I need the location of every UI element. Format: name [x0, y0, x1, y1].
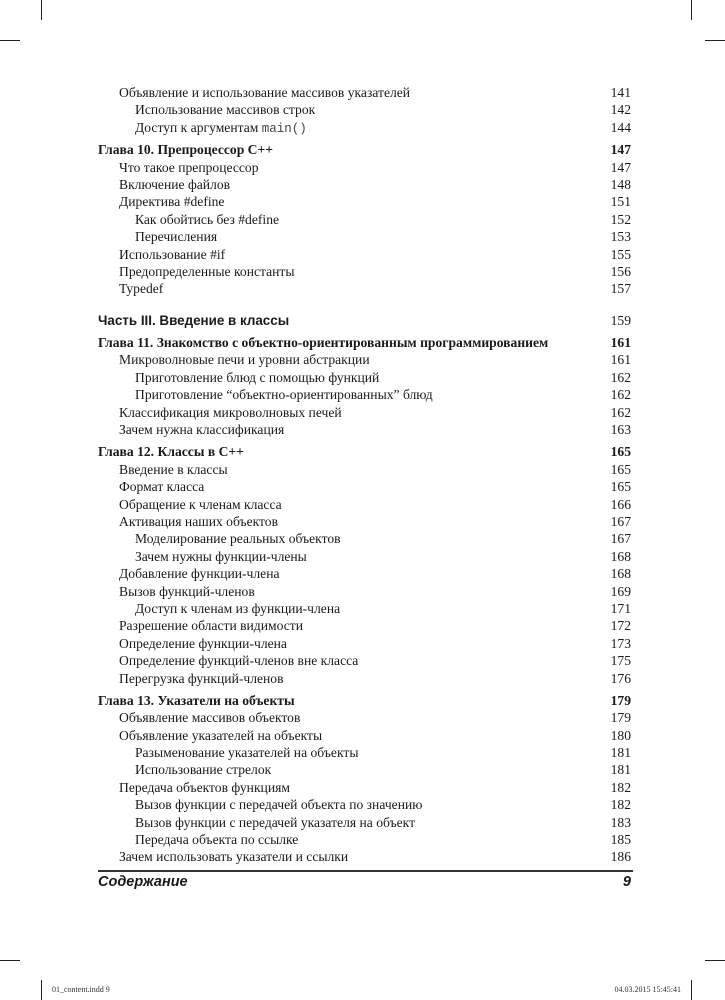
toc-entry-title-text: Приготовление “объектно-ориентированных” блюд: [135, 387, 433, 403]
toc-entry-title: [119, 727, 322, 744]
toc-part[interactable]: [98, 312, 631, 329]
toc-entry-title: [119, 461, 228, 478]
toc-entry[interactable]: [98, 119, 631, 136]
toc-entry-page: 165: [610, 461, 631, 477]
toc-entry-page: 176: [610, 670, 631, 686]
toc-entry-title-text: Обращение к членам класса: [119, 496, 282, 512]
toc-entry-page: 180: [610, 727, 631, 743]
toc-entry-title: [119, 351, 370, 368]
toc-entry-page: 185: [610, 832, 631, 848]
toc-entry-title-text: Микроволновые печи и уровни абстракции: [119, 352, 370, 368]
toc-entry-title-text: Глава 12. Классы в C++: [98, 444, 244, 460]
toc-entry[interactable]: [98, 228, 631, 245]
toc-entry-page: 155: [610, 246, 631, 262]
toc-entry-title-text: Передача объекта по ссылке: [135, 832, 299, 848]
toc-entry-title-text: Доступ к аргументам: [135, 119, 262, 135]
toc-entry-title-text: Моделирование реальных объектов: [135, 531, 341, 547]
toc-entry-title: [119, 670, 284, 687]
toc-entry-page: 186: [610, 849, 631, 865]
toc-entry-title-text: Объявление указателей на объекты: [119, 727, 323, 743]
toc-entry-title: [135, 744, 358, 761]
crop-mark-top-right: [691, 0, 692, 20]
toc-entry[interactable]: [98, 386, 631, 403]
toc-entry[interactable]: [98, 744, 631, 761]
toc-entry-title: [98, 443, 244, 460]
toc-entry[interactable]: [98, 670, 631, 687]
toc-entry-title-text: Разрешение области видимости: [119, 618, 303, 634]
toc-entry-title: [98, 312, 289, 329]
crop-mark-right-top: [705, 40, 725, 41]
crop-mark-left-bottom: [0, 960, 20, 961]
slug-datetime: 04.03.2015 15:45:41: [614, 985, 681, 994]
toc-entry-page: 159: [610, 312, 631, 328]
toc-entry-title-text: Введение в классы: [119, 461, 228, 477]
toc-entry[interactable]: [98, 761, 631, 778]
toc-entry-title: [119, 478, 204, 495]
toc-entry-title: [119, 421, 284, 438]
toc-entry-title: [119, 848, 348, 865]
toc-entry-title-text: Включение файлов: [119, 176, 231, 192]
toc-entry-page: 148: [610, 176, 631, 192]
crop-mark-right-bottom: [705, 960, 725, 961]
toc-entry-title-text: Перечисления: [135, 229, 218, 245]
toc-entry[interactable]: [98, 583, 631, 600]
toc-entry-title: [119, 635, 287, 652]
toc-entry-page: 167: [610, 513, 631, 529]
toc-entry[interactable]: [98, 831, 631, 848]
toc-entry-page: 175: [610, 653, 631, 669]
toc-entry-title-text: Доступ к членам из функции-члена: [135, 600, 341, 616]
toc-entry-page: 162: [610, 369, 631, 385]
toc-entry-page: 182: [610, 797, 631, 813]
toc-entry[interactable]: [98, 351, 631, 368]
toc-entry-page: 161: [610, 335, 631, 351]
toc-entry-title: [119, 513, 278, 530]
toc-entry[interactable]: [98, 727, 631, 744]
toc-entry[interactable]: [98, 530, 631, 547]
toc-entry[interactable]: [98, 101, 631, 118]
toc-entry-page: 141: [610, 85, 631, 100]
toc-entry-title-text: Определение функций-членов вне класса: [119, 653, 359, 669]
toc-entry-page: 173: [610, 635, 631, 651]
toc-entry-page: 168: [610, 566, 631, 582]
toc-entry-title-text: Активация наших объектов: [119, 513, 279, 529]
toc-entry-title: [135, 369, 379, 386]
toc-entry[interactable]: [98, 635, 631, 652]
toc-entry[interactable]: [98, 652, 631, 669]
toc-entry-code: main(): [261, 121, 307, 136]
toc-entry-page: 181: [610, 745, 631, 761]
toc-entry-title-text: Как обойтись без #define: [135, 211, 280, 227]
toc-entry-title-text: Использование массивов строк: [135, 102, 316, 118]
toc-entry-title-text: Формат класса: [119, 479, 205, 495]
toc-entry[interactable]: [98, 193, 631, 210]
toc-entry-page: 166: [610, 496, 631, 512]
toc-entry-page: 147: [610, 159, 631, 175]
toc-entry-title: [135, 211, 279, 228]
crop-mark-bottom-left: [41, 980, 42, 1000]
toc-entry[interactable]: [98, 84, 631, 101]
running-footer-title: Содержание: [98, 874, 188, 890]
toc-entry[interactable]: [98, 478, 631, 495]
toc-entry[interactable]: [98, 263, 631, 280]
toc-entry-title-text: Часть III. Введение в классы: [98, 312, 290, 328]
toc-entry[interactable]: [98, 600, 631, 617]
toc-entry-title: [119, 709, 300, 726]
toc-entry-page: 152: [610, 211, 631, 227]
toc-entry-title: [135, 228, 217, 245]
toc-entry-page: 156: [610, 263, 631, 279]
toc-entry-page: 157: [610, 281, 631, 297]
toc-entry-title-text: Зачем использовать указатели и ссылки: [119, 849, 349, 865]
toc-entry-page: 179: [610, 692, 631, 708]
toc-entry-title: [135, 386, 433, 403]
toc-entry[interactable]: [98, 461, 631, 478]
toc-entry[interactable]: [98, 280, 631, 297]
toc-entry-title: [119, 496, 282, 513]
toc-entry-title-text: Вызов функции с передачей указателя на объект: [135, 814, 416, 830]
toc-entry-page: 181: [610, 762, 631, 778]
toc-entry-title: [119, 583, 255, 600]
slug-filename: 01_content.indd 9: [52, 985, 110, 994]
toc-entry[interactable]: [98, 496, 631, 513]
toc-entry-title-text: Вызов функции с передачей объекта по значению: [135, 797, 423, 813]
toc-entry-title-text: Глава 11. Знакомство с объектно-ориентированным программированием: [98, 335, 549, 351]
toc-entry-title: [135, 831, 298, 848]
crop-mark-top-left: [41, 0, 42, 20]
toc-entry-title-text: Приготовление блюд с помощью функций: [135, 369, 380, 385]
toc-entry-title: [119, 176, 230, 193]
toc-entry-title: [135, 796, 422, 813]
toc-entry-title: [135, 119, 307, 138]
toc-entry-title: [135, 530, 341, 547]
toc-entry-page: 162: [610, 387, 631, 403]
toc-entry-page: 147: [610, 142, 631, 158]
toc-entry-title: [119, 779, 290, 796]
toc-entry-page: 167: [610, 531, 631, 547]
toc-entry-page: 168: [610, 548, 631, 564]
toc-chapter[interactable]: [98, 692, 631, 709]
toc-entry-title-text: Зачем нужна классификация: [119, 422, 285, 438]
toc-entry-title: [98, 334, 548, 351]
toc-entry-title-text: Глава 13. Указатели на объекты: [98, 692, 295, 708]
toc-entry-page: 162: [610, 404, 631, 420]
toc-entry-title-text: Передача объектов функциям: [119, 779, 290, 795]
toc-entry-page: 179: [610, 710, 631, 726]
toc-entry-title: [135, 761, 271, 778]
toc-entry-title-text: Использование стрелок: [135, 762, 272, 778]
toc-entry[interactable]: [98, 176, 631, 193]
toc-entry[interactable]: [98, 848, 631, 865]
toc-entry[interactable]: [98, 369, 631, 386]
toc-entry[interactable]: [98, 796, 631, 813]
toc-entry-title: [135, 814, 415, 831]
toc-entry-title-text: Использование #if: [119, 246, 226, 262]
toc-entry-title-text: Что такое препроцессор: [119, 159, 259, 175]
toc-entry-page: 153: [610, 229, 631, 245]
toc-entry-title-text: Директива #define: [119, 194, 225, 210]
toc-entry-title-text: Объявление и использование массивов указателей: [119, 85, 411, 100]
toc-entry-title: [135, 600, 340, 617]
toc-entry-page: 151: [610, 194, 631, 210]
toc-entry-page: 163: [610, 422, 631, 438]
toc-entry-title-text: Объявление массивов объектов: [119, 710, 301, 726]
toc-entry[interactable]: [98, 404, 631, 421]
toc-entry-title: [119, 617, 303, 634]
toc-entry-page: 161: [610, 352, 631, 368]
toc-entry-title: [119, 263, 295, 280]
toc-entry[interactable]: [98, 211, 631, 228]
toc-entry-title-text: Вызов функций-членов: [119, 583, 255, 599]
toc-entry-title-text: Добавление функции-члена: [119, 566, 280, 582]
toc-entry-title: [119, 280, 163, 297]
toc-entry-title: [119, 565, 280, 582]
toc-entry-title: [119, 246, 225, 263]
toc-entry-title: [119, 84, 410, 101]
toc-entry-page: 144: [610, 119, 631, 135]
toc-entry[interactable]: [98, 421, 631, 438]
crop-mark-left-top: [0, 40, 20, 41]
toc-entry-title-text: Зачем нужны функции-члены: [135, 548, 307, 564]
toc-entry-page: 169: [610, 583, 631, 599]
toc-entry-title-text: Перегрузка функций-членов: [119, 670, 284, 686]
toc-entry-title: [119, 159, 259, 176]
toc-entry[interactable]: [98, 548, 631, 565]
toc-entry-page: 182: [610, 779, 631, 795]
toc-entry-title: [119, 193, 224, 210]
table-of-contents: [98, 84, 631, 866]
toc-entry-page: 171: [610, 600, 631, 616]
toc-entry-page: 165: [610, 444, 631, 460]
toc-chapter[interactable]: [98, 443, 631, 460]
toc-entry-title: [98, 141, 273, 158]
toc-chapter[interactable]: [98, 334, 631, 351]
crop-mark-bottom-right: [691, 980, 692, 1000]
toc-entry[interactable]: [98, 513, 631, 530]
toc-entry-title: [135, 101, 315, 118]
toc-entry[interactable]: [98, 814, 631, 831]
toc-entry[interactable]: [98, 565, 631, 582]
page-number: 9: [622, 874, 631, 890]
toc-entry-title-text: Typedef: [119, 281, 164, 297]
toc-entry-title-text: Определение функции-члена: [119, 635, 287, 651]
toc-entry-title: [135, 548, 307, 565]
toc-entry[interactable]: [98, 779, 631, 796]
toc-entry-page: 142: [610, 102, 631, 118]
toc-entry-title: [119, 404, 342, 421]
toc-entry-title-text: Разыменование указателей на объекты: [135, 745, 359, 761]
footer-divider: [98, 870, 633, 872]
toc-entry-page: 172: [610, 618, 631, 634]
toc-entry-title-text: Предопределенные константы: [119, 263, 295, 279]
toc-entry-page: 183: [610, 814, 631, 830]
toc-chapter[interactable]: [98, 141, 631, 158]
toc-entry-title: [98, 692, 295, 709]
toc-entry[interactable]: [98, 709, 631, 726]
toc-entry-title-text: Глава 10. Препроцессор C++: [98, 142, 273, 158]
toc-entry[interactable]: [98, 246, 631, 263]
toc-entry-title: [119, 652, 358, 669]
toc-entry[interactable]: [98, 159, 631, 176]
toc-entry-title-text: Классификация микроволновых печей: [119, 404, 342, 420]
toc-entry-page: 165: [610, 479, 631, 495]
toc-entry[interactable]: [98, 617, 631, 634]
